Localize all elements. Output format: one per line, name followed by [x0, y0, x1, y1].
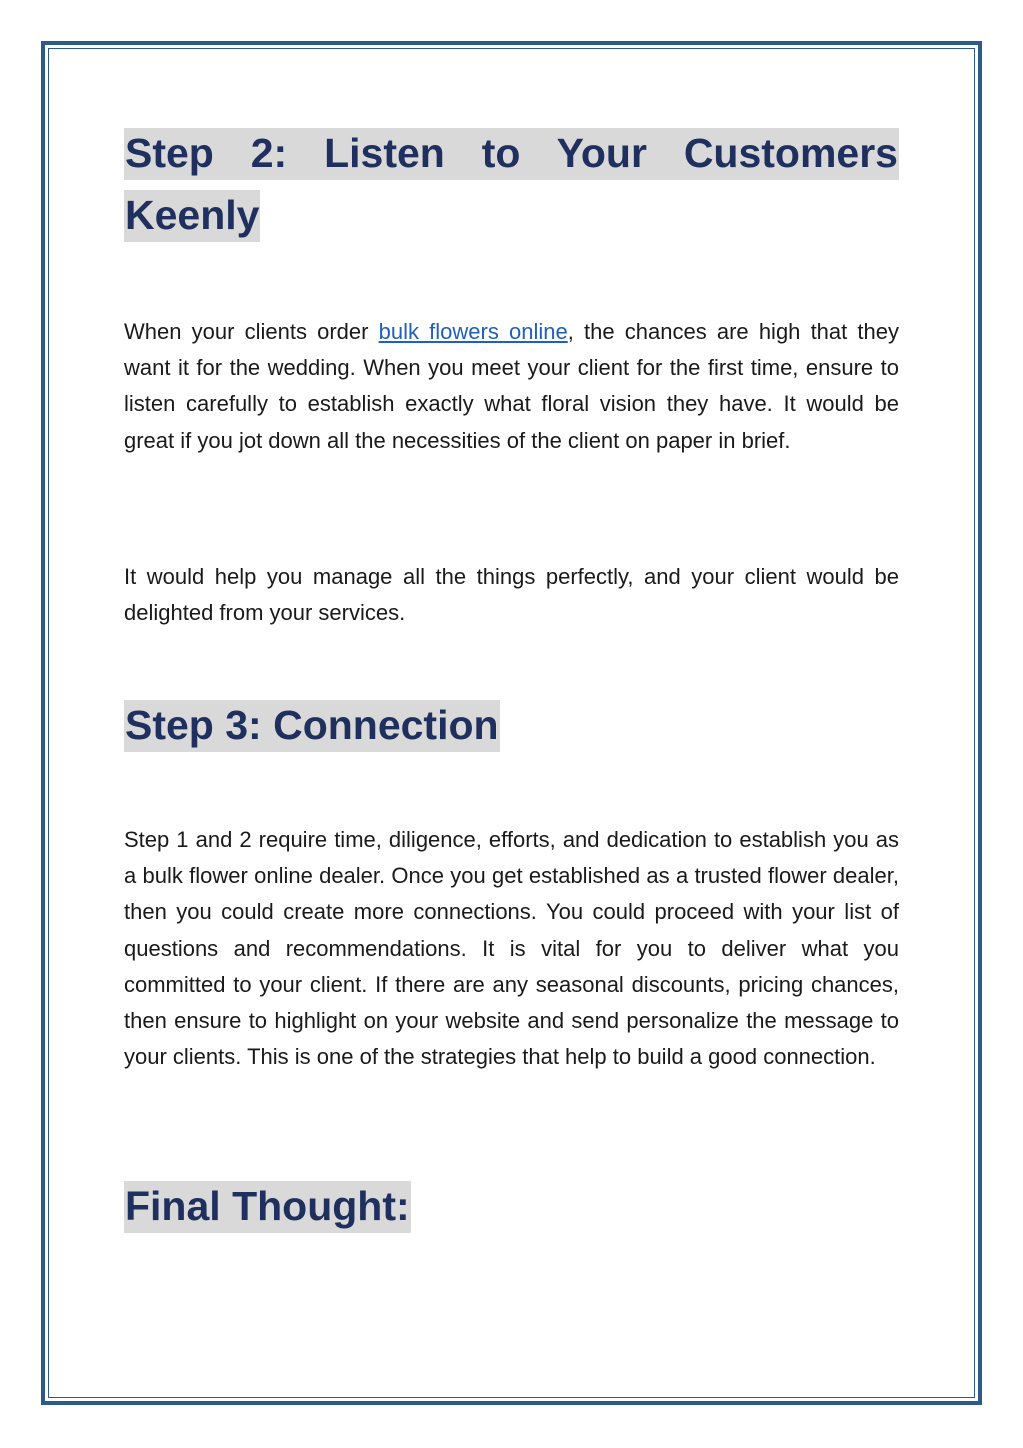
- final-heading-block: [124, 1175, 899, 1237]
- step2-para1-text-before: When your clients order: [124, 319, 379, 344]
- step2-heading-text: Step 2: Listen to Your Customers Keenly: [124, 128, 899, 242]
- final-thought-heading: [124, 1175, 899, 1237]
- step2-heading: [124, 122, 899, 246]
- step2-para1-text-after: , the chances are high that they want it for the wedding. When you meet your client for the first time, ensure to listen carefully to establish exactly what floral vision they have. It would be great if you jot down all the necessities of the client on paper in brief.: [124, 319, 900, 453]
- step3-heading-block: [124, 694, 899, 756]
- step3-paragraph-1: [124, 822, 899, 1075]
- final-thought-heading-text: Final Thought:: [124, 1181, 411, 1233]
- step3-para1-text: Step 1 and 2 require time, diligence, efforts, and dedication to establish you as a bulk flower online dealer. Once you get established as a trusted flower dealer, then you could create more connections. You could proceed with your list of questions and recommendations. It is vital for you to deliver what you committed to your client. If there are any seasonal discounts, pricing chances, then ensure to highlight on your website and send personalize the message to your clients. This is one of the strategies that help to build a good connection.: [124, 827, 899, 1070]
- step2-heading-block: [124, 122, 899, 246]
- step2-para2-text: It would help you manage all the things perfectly, and your client would be delighted from your services.: [124, 564, 899, 626]
- step2-paragraph-1: [124, 314, 899, 459]
- bulk-flowers-online-link[interactable]: bulk flowers online: [378, 319, 568, 344]
- step3-heading: [124, 694, 899, 756]
- step2-paragraph-2: [124, 559, 899, 631]
- step3-heading-text: Step 3: Connection: [124, 700, 500, 752]
